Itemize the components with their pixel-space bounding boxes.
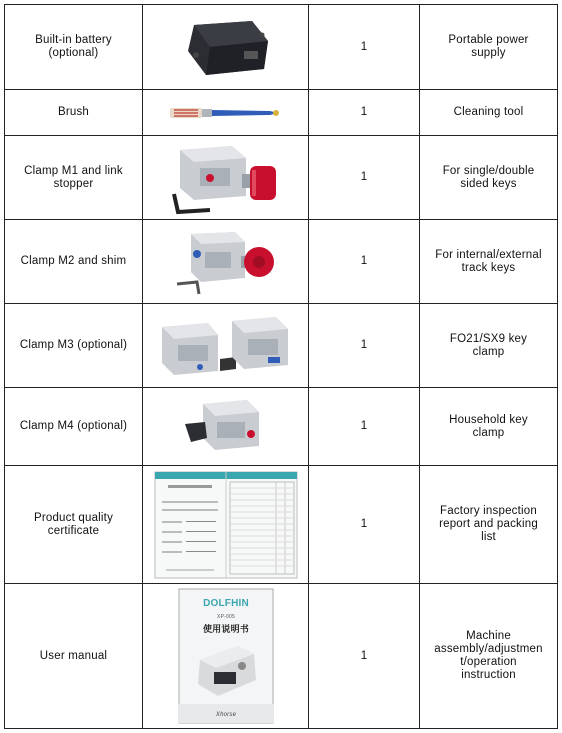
item-description: Portable power supply xyxy=(448,34,529,59)
manual-model: XP-005 xyxy=(216,614,235,620)
item-description-cell xyxy=(420,304,558,388)
package-contents-table xyxy=(4,4,558,729)
item-image-cell xyxy=(143,304,309,388)
item-name-cell xyxy=(5,136,143,220)
manual-title: 使用说明书 xyxy=(202,625,249,635)
item-name-cell xyxy=(5,90,143,136)
certificate-document-icon xyxy=(154,471,298,579)
table-row xyxy=(5,136,558,220)
item-description-cell xyxy=(420,388,558,466)
clamp-m4-icon xyxy=(181,394,271,460)
item-quantity: 1 xyxy=(360,518,368,530)
item-image-cell xyxy=(143,584,309,729)
item-description: Cleaning tool xyxy=(453,106,524,118)
item-description: Machine assembly/adjustmen t/operation instruction xyxy=(434,630,543,681)
item-quantity: 1 xyxy=(360,420,368,432)
item-name: User manual xyxy=(39,649,108,662)
item-description: Factory inspection report and packing list xyxy=(439,505,538,543)
item-name: Product quality certificate xyxy=(33,511,114,537)
item-name-cell xyxy=(5,5,143,90)
item-quantity: 1 xyxy=(360,40,368,53)
item-image-cell xyxy=(143,5,309,90)
table-row xyxy=(5,388,558,466)
item-quantity: 1 xyxy=(360,339,368,351)
manual-brand: DOLFHIN xyxy=(202,598,249,609)
item-name: Clamp M1 and link stopper xyxy=(24,164,123,190)
item-image-cell xyxy=(143,220,309,304)
item-quantity-cell xyxy=(309,304,420,388)
item-name-cell xyxy=(5,466,143,584)
table-row xyxy=(5,304,558,388)
item-description-cell xyxy=(420,90,558,136)
item-quantity-cell xyxy=(309,90,420,136)
item-name: Brush xyxy=(57,106,90,118)
item-image-cell xyxy=(143,136,309,220)
clamp-m1-icon xyxy=(166,138,286,218)
item-quantity: 1 xyxy=(360,649,368,662)
clamp-m2-icon xyxy=(171,224,281,300)
battery-pack-icon xyxy=(176,11,276,83)
item-name-cell xyxy=(5,220,143,304)
item-name-cell xyxy=(5,304,143,388)
item-quantity-cell xyxy=(309,466,420,584)
manual-maker: Xhorse xyxy=(215,712,236,718)
item-image-cell xyxy=(143,388,309,466)
item-image-cell xyxy=(143,90,309,136)
item-quantity-cell xyxy=(309,584,420,729)
item-name: Clamp M4 (optional) xyxy=(19,420,128,432)
item-description-cell xyxy=(420,584,558,729)
item-quantity: 1 xyxy=(360,171,368,183)
item-quantity: 1 xyxy=(360,106,368,118)
table-row xyxy=(5,90,558,136)
user-manual-booklet-icon xyxy=(178,588,274,724)
item-description-cell xyxy=(420,220,558,304)
item-quantity: 1 xyxy=(360,255,368,267)
item-name: Clamp M3 (optional) xyxy=(19,339,128,351)
clamp-m3-icon xyxy=(156,309,296,383)
item-name: Built-in battery (optional) xyxy=(35,34,112,59)
item-description-cell xyxy=(420,136,558,220)
item-description-cell xyxy=(420,5,558,90)
item-description: Household key clamp xyxy=(449,413,528,439)
item-description-cell xyxy=(420,466,558,584)
item-quantity-cell xyxy=(309,5,420,90)
item-name-cell xyxy=(5,388,143,466)
table-row xyxy=(5,220,558,304)
table-row xyxy=(5,5,558,90)
item-description: FO21/SX9 key clamp xyxy=(449,332,528,358)
item-name-cell xyxy=(5,584,143,729)
brush-icon xyxy=(166,103,286,123)
item-name: Clamp M2 and shim xyxy=(20,255,127,267)
item-quantity-cell xyxy=(309,220,420,304)
table-row xyxy=(5,466,558,584)
item-quantity-cell xyxy=(309,136,420,220)
table-row xyxy=(5,584,558,729)
item-description: For single/double sided keys xyxy=(442,164,535,190)
item-quantity-cell xyxy=(309,388,420,466)
item-image-cell xyxy=(143,466,309,584)
item-description: For internal/external track keys xyxy=(435,248,542,274)
